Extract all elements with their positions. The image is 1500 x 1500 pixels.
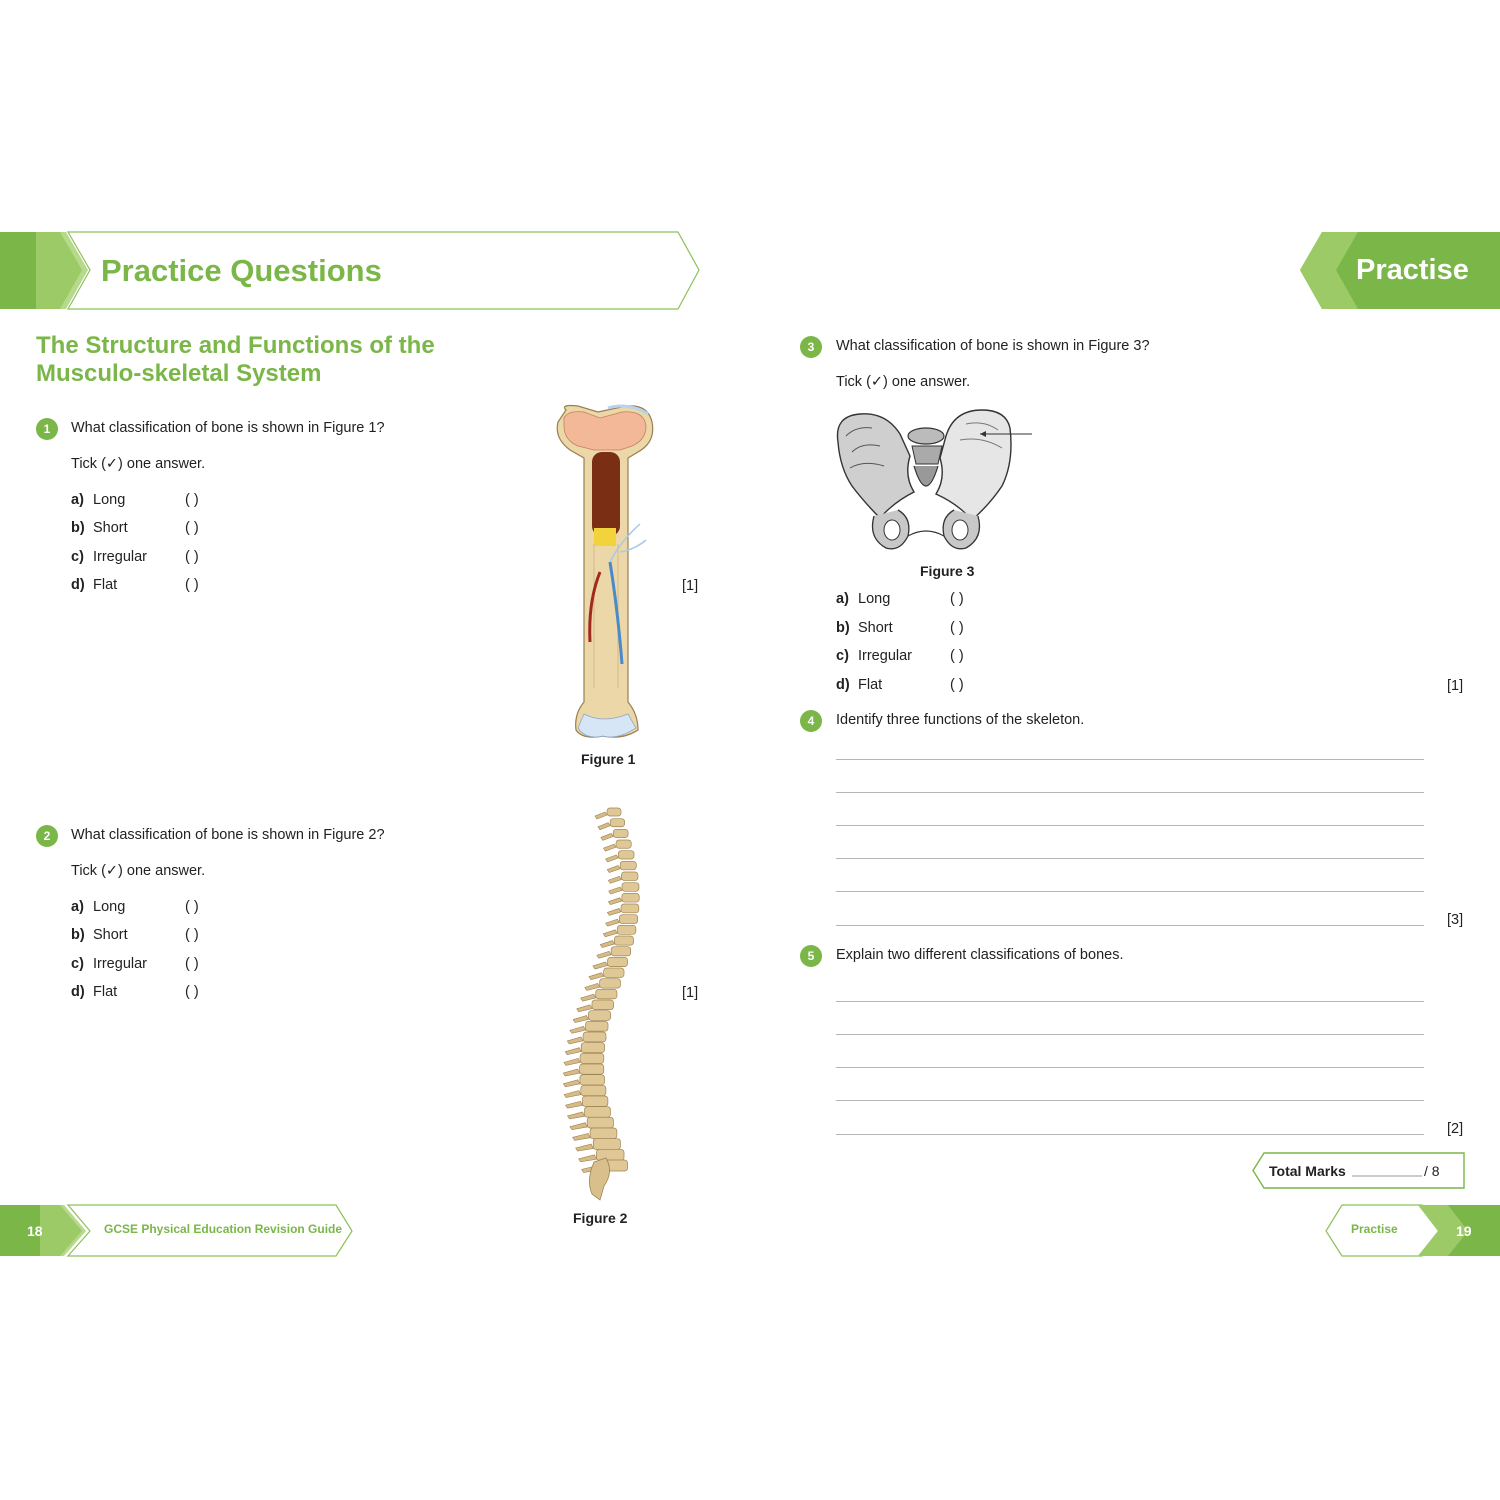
question-2-option-a[interactable]: a) Long ( ) [71, 899, 199, 915]
question-1-option-c[interactable]: c) Irregular ( ) [71, 549, 199, 565]
figure-3-pelvis [834, 406, 1036, 556]
question-4-answer-line[interactable] [836, 891, 1424, 892]
footer-right-title: Practise [1351, 1222, 1398, 1236]
question-5-text: Explain two different classifications of bones. [836, 947, 1124, 963]
question-2-instruction: Tick (✓) one answer. [71, 863, 206, 879]
question-4-answer-line[interactable] [836, 759, 1424, 760]
question-1-option-b[interactable]: b) Short ( ) [71, 520, 199, 536]
question-5-answer-line[interactable] [836, 1034, 1424, 1035]
question-2-number: 2 [36, 825, 58, 847]
question-3-option-a[interactable]: a) Long ( ) [836, 591, 964, 607]
question-3-marks: [1] [1447, 678, 1464, 694]
question-1-option-d[interactable]: d) Flat ( ) [71, 577, 199, 593]
question-2-marks: [1] [682, 985, 699, 1001]
figure-2-spine [548, 802, 658, 1202]
question-1-text: What classification of bone is shown in Figure 1? [71, 420, 385, 436]
question-3-number: 3 [800, 336, 822, 358]
question-4-answer-line[interactable] [836, 825, 1424, 826]
page-title: Practice Questions [101, 253, 382, 288]
question-2-option-b[interactable]: b) Short ( ) [71, 927, 199, 943]
question-5-marks: [2] [1447, 1121, 1464, 1137]
question-4-text: Identify three functions of the skeleton. [836, 712, 1085, 728]
figure-3-caption: Figure 3 [920, 563, 975, 579]
figure-1-long-bone [548, 402, 658, 742]
question-4-marks: [3] [1447, 912, 1464, 928]
figure-2-caption: Figure 2 [573, 1210, 628, 1226]
total-marks-label: Total Marks [1269, 1163, 1346, 1179]
question-3-option-d[interactable]: d) Flat ( ) [836, 677, 964, 693]
total-marks-value: / 8 [1424, 1163, 1440, 1179]
question-5-answer-line[interactable] [836, 1001, 1424, 1002]
question-3-instruction: Tick (✓) one answer. [836, 374, 971, 390]
question-1-number: 1 [36, 418, 58, 440]
question-4-answer-line[interactable] [836, 792, 1424, 793]
question-2-text: What classification of bone is shown in Figure 2? [71, 827, 385, 843]
question-4-answer-line[interactable] [836, 858, 1424, 859]
footer-right-page-number: 19 [1456, 1223, 1472, 1239]
footer-right-banner [1322, 1204, 1500, 1258]
question-5-answer-line[interactable] [836, 1134, 1424, 1135]
section-title-line2: Musculo-skeletal System [36, 360, 322, 387]
question-5-answer-line[interactable] [836, 1100, 1424, 1101]
question-2-option-d[interactable]: d) Flat ( ) [71, 984, 199, 1000]
question-1-instruction: Tick (✓) one answer. [71, 456, 206, 472]
question-3-option-c[interactable]: c) Irregular ( ) [836, 648, 964, 664]
footer-left-title: GCSE Physical Education Revision Guide [104, 1222, 343, 1236]
question-4-number: 4 [800, 710, 822, 732]
question-3-text: What classification of bone is shown in Figure 3? [836, 338, 1150, 354]
question-5-answer-line[interactable] [836, 1067, 1424, 1068]
figure-1-caption: Figure 1 [581, 751, 636, 767]
question-4-answer-line[interactable] [836, 925, 1424, 926]
section-title-line1: The Structure and Functions of the [36, 332, 435, 359]
question-2-option-c[interactable]: c) Irregular ( ) [71, 956, 199, 972]
header-right-tab-label: Practise [1356, 254, 1469, 286]
question-5-number: 5 [800, 945, 822, 967]
footer-left-page-number: 18 [27, 1223, 43, 1239]
question-1-option-a[interactable]: a) Long ( ) [71, 492, 199, 508]
question-1-marks: [1] [682, 578, 699, 594]
question-3-option-b[interactable]: b) Short ( ) [836, 620, 964, 636]
